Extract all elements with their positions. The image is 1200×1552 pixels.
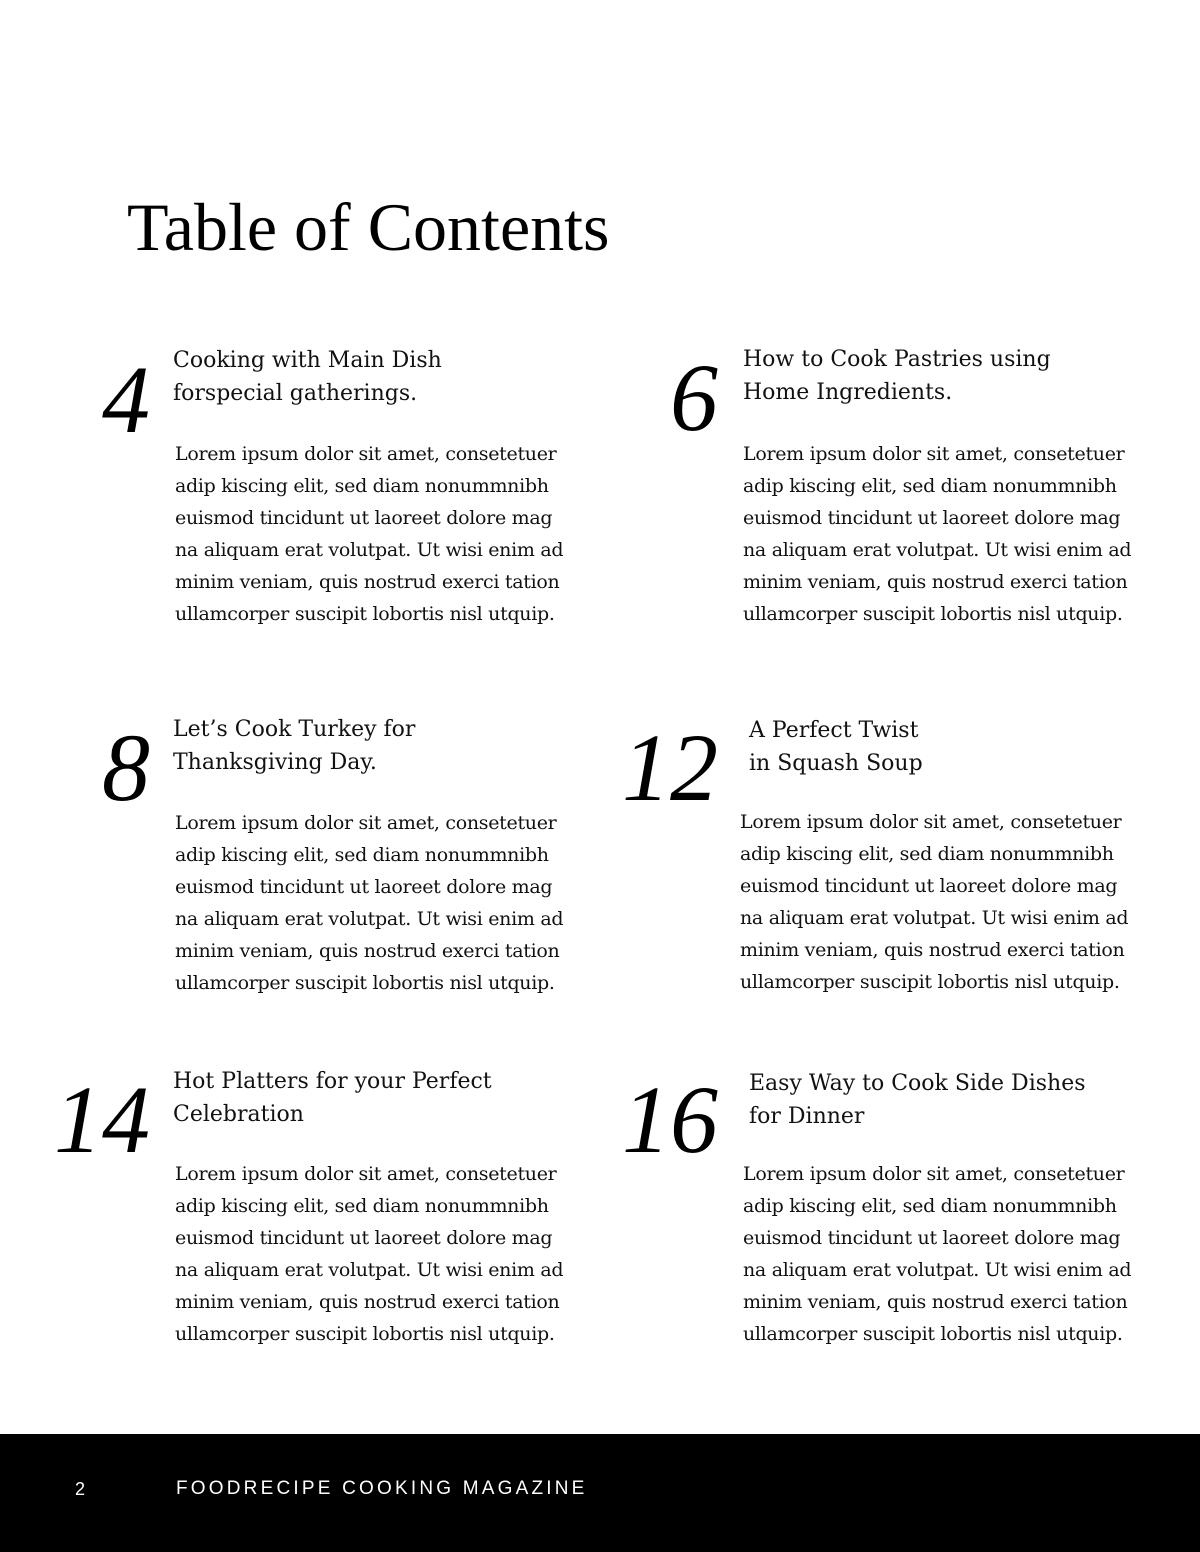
entry-page-number: 8 xyxy=(102,714,150,821)
toc-entry[interactable] xyxy=(30,1066,590,1372)
toc-entry[interactable] xyxy=(598,714,1158,1020)
entry-description: Lorem ipsum dolor sit amet, consetetuer adip kiscing elit, sed diam nonummnibh euismod tincidunt ut laoreet dolore mag na aliquam erat volutpat. Ut wisi enim ad minim veniam, quis nostrud exerci tation ullamcorper suscipit lobortis nisl utquip. xyxy=(175,812,564,994)
entry-page-number: 14 xyxy=(54,1066,150,1173)
entry-description: Lorem ipsum dolor sit amet, consetetuer adip kiscing elit, sed diam nonummnibh euismod tincidunt ut laoreet dolore mag na aliquam erat volutpat. Ut wisi enim ad minim veniam, quis nostrud exerci tation ullamcorper suscipit lobortis nisl utquip. xyxy=(175,443,564,625)
entry-description: Lorem ipsum dolor sit amet, consetetuer adip kiscing elit, sed diam nonummnibh euismod tincidunt ut laoreet dolore mag na aliquam erat volutpat. Ut wisi enim ad minim veniam, quis nostrud exerci tation ullamcorper suscipit lobortis nisl utquip. xyxy=(743,1163,1132,1345)
entry-heading[interactable]: A Perfect Twist in Squash Soup xyxy=(749,718,923,776)
toc-entry[interactable] xyxy=(598,1066,1158,1372)
entry-description: Lorem ipsum dolor sit amet, consetetuer adip kiscing elit, sed diam nonummnibh euismod tincidunt ut laoreet dolore mag na aliquam erat volutpat. Ut wisi enim ad minim veniam, quis nostrud exerci tation ullamcorper suscipit lobortis nisl utquip. xyxy=(743,443,1132,625)
entry-page-number: 16 xyxy=(622,1066,718,1173)
toc-entry[interactable] xyxy=(30,346,590,650)
entry-heading[interactable]: Cooking with Main Dish forspecial gatherings. xyxy=(173,348,442,406)
entry-heading[interactable]: Hot Platters for your Perfect Celebration xyxy=(173,1069,492,1127)
footer-page-number: 2 xyxy=(75,1479,86,1499)
footer-magazine-title: FOODRECIPE COOKING MAGAZINE xyxy=(176,1478,588,1499)
entry-page-number: 6 xyxy=(670,344,718,451)
entry-page-number: 4 xyxy=(102,346,150,453)
entry-heading[interactable]: How to Cook Pastries using Home Ingredients. xyxy=(743,347,1051,405)
entry-heading[interactable]: Easy Way to Cook Side Dishes for Dinner xyxy=(749,1071,1086,1129)
toc-entry[interactable] xyxy=(30,714,590,1020)
toc-entry[interactable] xyxy=(598,344,1158,650)
entry-heading[interactable]: Let’s Cook Turkey for Thanksgiving Day. xyxy=(173,717,416,775)
entry-page-number: 12 xyxy=(622,714,718,821)
entry-description: Lorem ipsum dolor sit amet, consetetuer adip kiscing elit, sed diam nonummnibh euismod tincidunt ut laoreet dolore mag na aliquam erat volutpat. Ut wisi enim ad minim veniam, quis nostrud exerci tation ullamcorper suscipit lobortis nisl utquip. xyxy=(740,811,1129,993)
footer-bar xyxy=(0,1434,1200,1552)
entry-description: Lorem ipsum dolor sit amet, consetetuer adip kiscing elit, sed diam nonummnibh euismod tincidunt ut laoreet dolore mag na aliquam erat volutpat. Ut wisi enim ad minim veniam, quis nostrud exerci tation ullamcorper suscipit lobortis nisl utquip. xyxy=(175,1163,564,1345)
page-title: Table of Contents xyxy=(127,189,610,265)
